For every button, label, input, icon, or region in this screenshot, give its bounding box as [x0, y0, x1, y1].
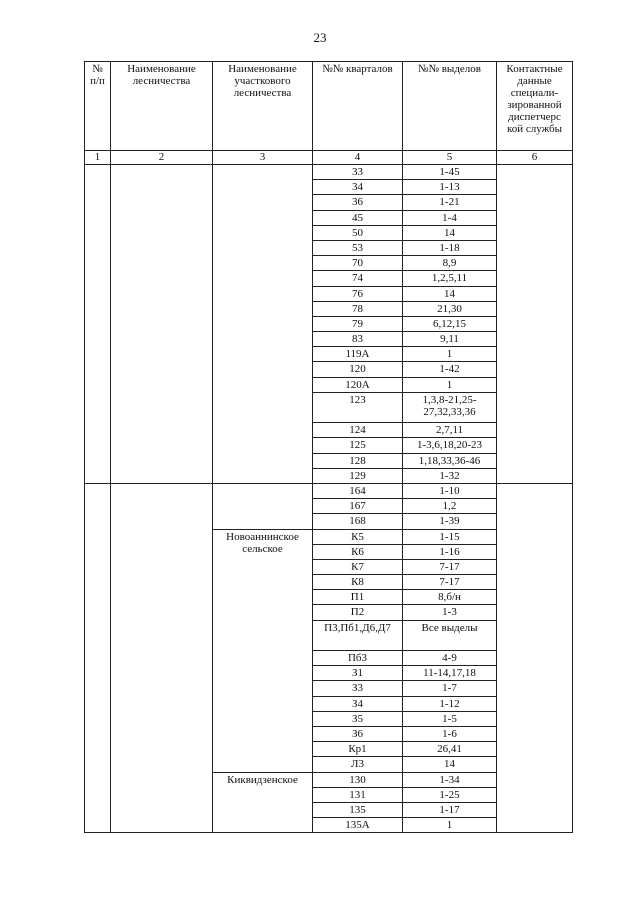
allotment-numbers: 1-18 [403, 240, 497, 255]
allotment-numbers: 1-39 [403, 514, 497, 529]
quarter-number: 79 [313, 316, 403, 331]
quarter-number: 36 [313, 195, 403, 210]
quarter-number: 33 [313, 165, 403, 180]
quarter-number: К8 [313, 575, 403, 590]
allotment-numbers: 1 [403, 818, 497, 833]
allotment-numbers: 1,2,5,11 [403, 271, 497, 286]
forestry-name-cell [111, 165, 213, 484]
allotment-numbers: 1,3,8-21,25-27,32,33,36 [403, 392, 497, 422]
column-number: 4 [313, 151, 403, 165]
allotment-numbers: 1-12 [403, 696, 497, 711]
district-forestry-cell [213, 483, 313, 529]
allotment-numbers: 1 [403, 377, 497, 392]
row-number-cell [85, 165, 111, 484]
table-row [85, 483, 573, 498]
quarter-number: 135 [313, 802, 403, 817]
column-number: 6 [497, 151, 573, 165]
allotment-numbers: 8,9 [403, 256, 497, 271]
allotment-numbers: Все выделы [403, 620, 497, 650]
quarter-number: К6 [313, 544, 403, 559]
quarter-number: З4 [313, 696, 403, 711]
header-cell: Контактные данные специали- зированной диспетчерс кой службы [497, 62, 573, 151]
quarter-number: З1 [313, 666, 403, 681]
quarter-number: 167 [313, 499, 403, 514]
allotment-numbers: 4-9 [403, 651, 497, 666]
header-cell: Наименование лесничества [111, 62, 213, 151]
allotment-numbers: 1-42 [403, 362, 497, 377]
allotment-numbers: 1-3 [403, 605, 497, 620]
allotment-numbers: 1-3,6,18,20-23 [403, 438, 497, 453]
contact-cell [497, 483, 573, 832]
row-number-cell [85, 483, 111, 832]
allotment-numbers: 1-10 [403, 483, 497, 498]
table-row [85, 165, 573, 180]
quarter-number: Кр1 [313, 742, 403, 757]
allotment-numbers: 1-45 [403, 165, 497, 180]
column-number: 2 [111, 151, 213, 165]
allotment-numbers: 1-7 [403, 681, 497, 696]
district-forestry-name: Новоаннинское сельское [213, 529, 313, 772]
quarter-number: З6 [313, 726, 403, 741]
allotment-numbers: 1,18,33,36-46 [403, 453, 497, 468]
header-cell: Наименование участкового лесничества [213, 62, 313, 151]
allotment-numbers: 14 [403, 286, 497, 301]
quarter-number: 129 [313, 468, 403, 483]
allotment-numbers: 14 [403, 225, 497, 240]
column-number: 1 [85, 151, 111, 165]
allotment-numbers: 1-5 [403, 711, 497, 726]
allotment-numbers: 1 [403, 347, 497, 362]
quarter-number: 70 [313, 256, 403, 271]
allotment-numbers: 11-14,17,18 [403, 666, 497, 681]
allotment-numbers: 1-13 [403, 180, 497, 195]
quarter-number: 168 [313, 514, 403, 529]
quarter-number: 76 [313, 286, 403, 301]
quarter-number: 120А [313, 377, 403, 392]
allotment-numbers: 21,30 [403, 301, 497, 316]
quarter-number: 124 [313, 423, 403, 438]
forestry-name-cell [111, 483, 213, 832]
allotment-numbers: 1-25 [403, 787, 497, 802]
district-forestry-name: Киквидзенское [213, 772, 313, 833]
quarter-number: 135А [313, 818, 403, 833]
allotment-numbers: 6,12,15 [403, 316, 497, 331]
header-cell: №№ выделов [403, 62, 497, 151]
quarter-number: К5 [313, 529, 403, 544]
column-number-row [85, 151, 573, 165]
page-number: 23 [313, 30, 327, 45]
allotment-numbers: 7-17 [403, 559, 497, 574]
quarter-number: З5 [313, 711, 403, 726]
allotment-numbers: 1-34 [403, 772, 497, 787]
quarter-number: К7 [313, 559, 403, 574]
allotment-numbers: 1-17 [403, 802, 497, 817]
quarter-number: 83 [313, 332, 403, 347]
allotment-numbers: 2,7,11 [403, 423, 497, 438]
allotment-numbers: 1-21 [403, 195, 497, 210]
quarter-number: 74 [313, 271, 403, 286]
allotment-numbers: 14 [403, 757, 497, 772]
allotment-numbers: 26,41 [403, 742, 497, 757]
column-number: 5 [403, 151, 497, 165]
allotment-numbers: 1-15 [403, 529, 497, 544]
quarter-number: 34 [313, 180, 403, 195]
contact-cell [497, 165, 573, 484]
header-cell: № п/п [85, 62, 111, 151]
quarter-number: 53 [313, 240, 403, 255]
quarter-number: 78 [313, 301, 403, 316]
quarter-number: 123 [313, 392, 403, 422]
quarter-number: 120 [313, 362, 403, 377]
allotment-numbers: 1,2 [403, 499, 497, 514]
quarter-number: 50 [313, 225, 403, 240]
quarter-number: 131 [313, 787, 403, 802]
header-cell: №№ кварталов [313, 62, 403, 151]
allotment-numbers: 1-4 [403, 210, 497, 225]
district-forestry-cell [213, 165, 313, 484]
quarter-number: 125 [313, 438, 403, 453]
allotment-numbers: 8,б/н [403, 590, 497, 605]
allotment-numbers: 9,11 [403, 332, 497, 347]
allotment-numbers: 1-32 [403, 468, 497, 483]
quarter-number: Пб3 [313, 651, 403, 666]
quarter-number: 128 [313, 453, 403, 468]
quarter-number: П2 [313, 605, 403, 620]
quarter-number: З3 [313, 681, 403, 696]
quarter-number: 164 [313, 483, 403, 498]
forestry-table [84, 61, 573, 833]
quarter-number: 119А [313, 347, 403, 362]
allotment-numbers: 1-6 [403, 726, 497, 741]
quarter-number: П1 [313, 590, 403, 605]
allotment-numbers: 7-17 [403, 575, 497, 590]
allotment-numbers: 1-16 [403, 544, 497, 559]
quarter-number: Л3 [313, 757, 403, 772]
column-number: 3 [213, 151, 313, 165]
quarter-number: П3,Пб1,Д6,Д7 [313, 620, 403, 650]
table-header-row [85, 62, 573, 151]
quarter-number: 45 [313, 210, 403, 225]
quarter-number: 130 [313, 772, 403, 787]
